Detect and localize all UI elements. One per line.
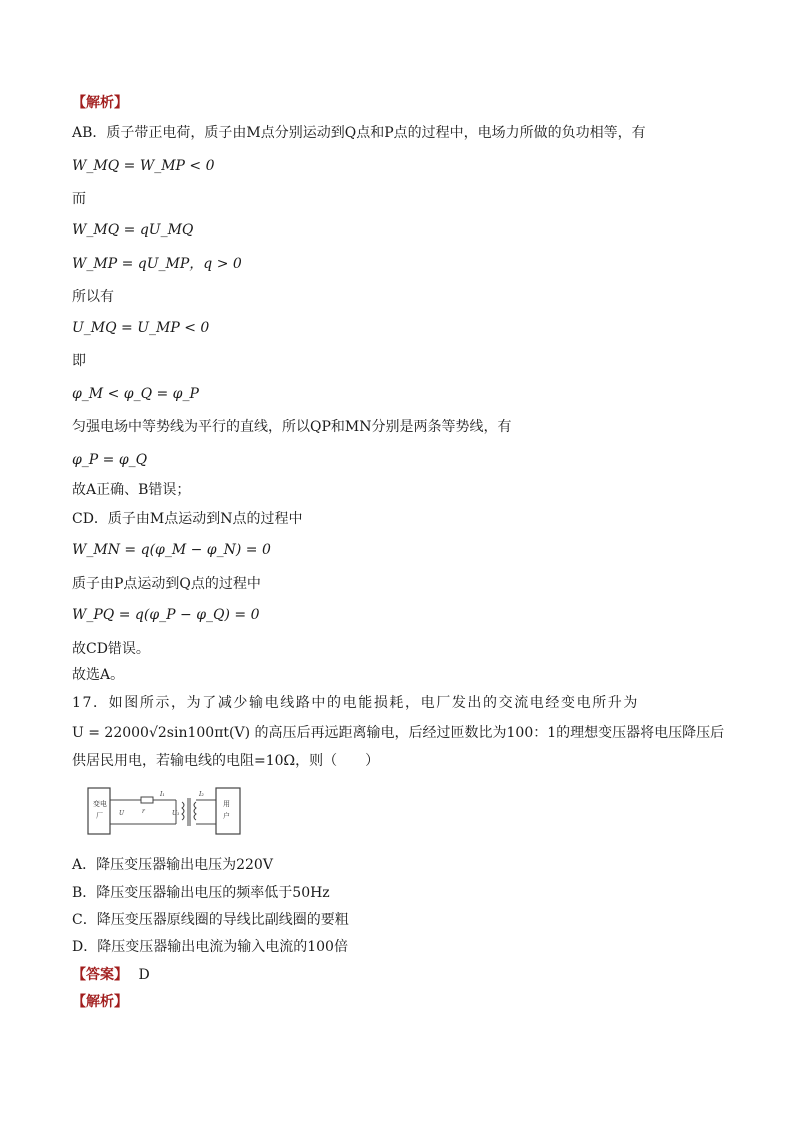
ab-conclusion: 故A正确、B错误； [72, 482, 191, 498]
svg-text:U₁: U₁ [172, 810, 180, 817]
cd-text: CD．质子由M点运动到N点的过程中 [72, 511, 303, 527]
equation-3: W_MP = qU_MP，q > 0 [72, 256, 242, 272]
equation-8: W_PQ = q(φ_P − φ_Q) = 0 [72, 607, 260, 623]
and-text: 而 [72, 191, 86, 207]
equation-4: U_MQ = U_MP < 0 [72, 320, 210, 336]
equation-7: W_MN = q(φ_M − φ_N) = 0 [72, 542, 271, 558]
answer-value: D [138, 967, 150, 983]
answer-label: 【答案】 [72, 967, 128, 983]
question-17-line-1: 17．如图所示，为了减少输电线路中的电能损耗，电厂发出的交流电经变电所升为 [72, 695, 640, 711]
svg-text:r: r [142, 808, 145, 815]
pq-text: 质子由P点运动到Q点的过程中 [72, 576, 261, 592]
line-resistor [141, 797, 153, 803]
so-text: 所以有 [72, 289, 114, 305]
analysis-heading: 【解析】 [72, 95, 128, 111]
svg-text:I₂: I₂ [199, 791, 204, 798]
cd-conclusion: 故CD错误。 [72, 641, 150, 657]
final-choice: 故选A。 [72, 667, 125, 683]
equation-2: W_MQ = qU_MQ [72, 222, 194, 238]
equation-1: W_MQ = W_MP < 0 [72, 158, 215, 174]
svg-text:户: 户 [223, 812, 230, 820]
answer-row [72, 966, 150, 984]
option-a: A．降压变压器输出电压为220V [72, 857, 273, 873]
namely-text: 即 [72, 353, 86, 369]
ab-text: AB．质子带正电荷，质子由M点分别运动到Q点和P点的过程中，电场力所做的负功相等，有 [72, 125, 646, 141]
question-17-line-3: 供居民用电，若输电线的电阻=10Ω，则（ ） [72, 753, 380, 769]
option-c: C．降压变压器原线圈的导线比副线圈的要粗 [72, 912, 349, 928]
analysis-heading-2: 【解析】 [72, 994, 128, 1010]
svg-text:I₁: I₁ [160, 791, 165, 798]
equation-5: φ_M < φ_Q = φ_P [72, 386, 199, 402]
transmission-circuit-diagram [86, 784, 244, 840]
uniform-field-text: 匀强电场中等势线为平行的直线，所以QP和MN分别是两条等势线，有 [72, 419, 512, 435]
svg-text:厂: 厂 [96, 812, 103, 820]
svg-text:U: U [119, 810, 125, 817]
question-17-line-2: U = 22000√2sin100πt(V) 的高压后再远距离输电，后经过匝数比为100：1的理想变压器将电压降压后 [72, 725, 725, 741]
power-plant-box [88, 788, 110, 834]
option-d: D．降压变压器输出电流为输入电流的100倍 [72, 939, 348, 955]
secondary-coil [194, 802, 196, 820]
user-label: 用 [223, 800, 230, 808]
primary-coil [182, 802, 184, 820]
equation-6: φ_P = φ_Q [72, 452, 148, 468]
user-box [216, 788, 240, 834]
power-plant-label: 变电 [93, 800, 107, 808]
option-b: B．降压变压器输出电压的频率低于50Hz [72, 885, 330, 901]
